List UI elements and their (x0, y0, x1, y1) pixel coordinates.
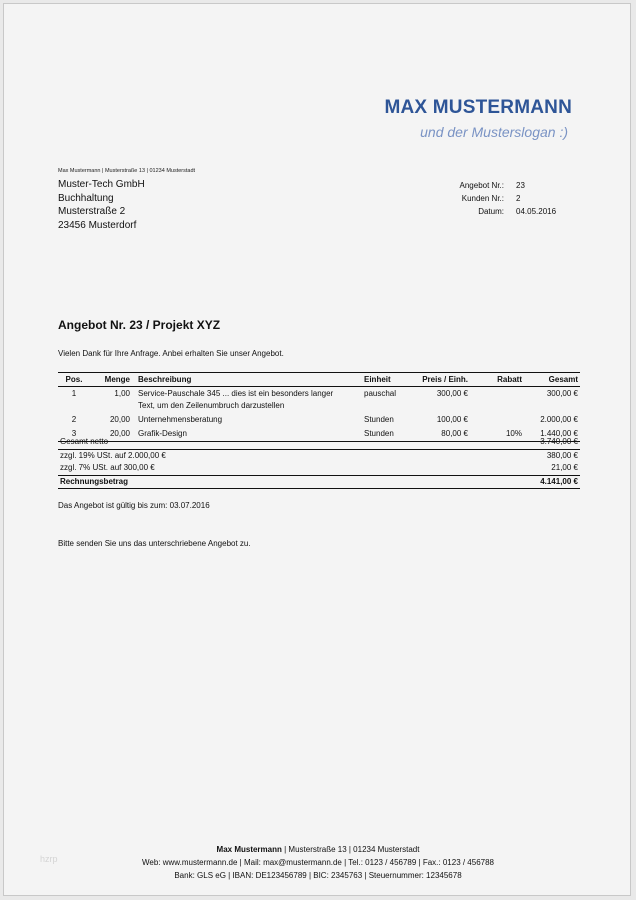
meta-value: 2 (516, 194, 521, 203)
cell-desc: Unternehmensberatung (138, 415, 223, 424)
meta-row-date (444, 205, 556, 218)
col-header-price: Preis / Einh. (414, 373, 470, 387)
cell-desc: Grafik-Design (132, 427, 362, 442)
cell-discount (470, 387, 524, 414)
cell-unit: Stunden (362, 427, 414, 442)
meta-label: Angebot Nr.: (459, 181, 504, 190)
col-header-desc: Beschreibung (132, 373, 362, 387)
intro-text: Vielen Dank für Ihre Anfrage. Anbei erhalten Sie unser Angebot. (58, 349, 284, 358)
recipient-address (58, 178, 145, 232)
footer-line-1 (4, 843, 632, 856)
footer-name: Max Mustermann (216, 845, 282, 854)
table-row (58, 387, 580, 414)
cell-price: 80,00 € (414, 427, 470, 442)
letterhead-name: MAX MUSTERMANN (384, 97, 572, 118)
recipient-line: Musterstraße 2 (58, 206, 126, 217)
vat19-row (58, 450, 580, 463)
cell-unit: Stunden (364, 415, 394, 424)
validity-text: Das Angebot ist gültig bis zum: 03.07.2016 (58, 501, 210, 510)
cell-desc (132, 387, 362, 414)
cell-price: 300,00 € (436, 389, 468, 398)
vat7-row (58, 462, 580, 476)
desc-line: Service-Pauschale 345 ... dies ist ein besonders langer (138, 389, 334, 398)
recipient-line: 23456 Musterdorf (58, 219, 137, 231)
cell-qty: 20,00 (109, 415, 130, 424)
vat19-value: 380,00 € (546, 450, 578, 460)
cell-total: 300,00 € (546, 389, 578, 398)
cell-discount (470, 413, 524, 427)
total-net-value: 3.740,00 € (540, 437, 578, 446)
recipient-line: Muster-Tech GmbH (58, 179, 145, 190)
invoice-total-row (58, 476, 580, 490)
meta-label: Datum: (478, 207, 504, 216)
cell-qty: 1,00 (114, 389, 130, 398)
vat19-label: zzgl. 19% USt. auf 2.000,00 € (60, 450, 166, 460)
meta-row-customer-number (444, 192, 556, 205)
meta-value: 23 (516, 181, 525, 190)
footer (4, 843, 632, 882)
footer-line-2: Web: www.mustermann.de | Mail: max@mustermann.de | Tel.: 0123 / 456789 | Fax.: 0123 / 456788 (141, 858, 495, 867)
invoice-total-label: Rechnungsbetrag (60, 476, 129, 486)
footer-address: | Musterstraße 13 | 01234 Musterstadt (281, 845, 420, 854)
document-page (3, 3, 631, 896)
vat7-label: zzgl. 7% USt. auf 300,00 € (60, 463, 155, 472)
table-row (58, 413, 580, 427)
cell-unit: pauschal (364, 389, 397, 398)
closing-text: Bitte senden Sie uns das unterschriebene Angebot zu. (58, 539, 251, 548)
col-header-unit: Einheit (362, 373, 414, 387)
footer-line-3: Bank: GLS eG | IBAN: DE123456789 | BIC: 2345763 | Steuernummer: 12345678 (174, 871, 462, 880)
cell-discount: 10% (470, 427, 524, 442)
col-header-pos: Pos. (58, 373, 90, 387)
col-header-total: Gesamt (524, 373, 580, 387)
meta-label: Kunden Nr.: (461, 194, 504, 203)
vat7-value: 21,00 € (551, 463, 578, 472)
cell-pos: 1 (71, 389, 77, 398)
offer-meta (444, 179, 556, 218)
total-net-row (58, 436, 580, 450)
offer-title: Angebot Nr. 23 / Projekt XYZ (58, 318, 221, 332)
table-header-row (58, 373, 580, 387)
cell-qty: 20,00 (90, 427, 132, 442)
watermark-text: hzrp (40, 854, 58, 864)
meta-value: 04.05.2016 (516, 207, 557, 216)
cell-total: 2.000,00 € (540, 415, 578, 424)
cell-pos: 3 (58, 427, 90, 442)
cell-price: 100,00 € (436, 415, 468, 424)
col-header-qty: Menge (90, 373, 132, 387)
letterhead-slogan: und der Musterslogan :) (420, 124, 568, 140)
cell-pos: 2 (71, 415, 77, 424)
desc-line: Text, um den Zeilenumbruch darzustellen (138, 401, 285, 410)
totals-block (58, 436, 580, 489)
invoice-total-value: 4.141,00 € (540, 476, 578, 486)
recipient-line: Buchhaltung (58, 192, 114, 204)
cell-total: 1.440,00 € (524, 427, 580, 442)
sender-address-line: Max Mustermann | Musterstraße 13 | 01234 Musterstadt (58, 168, 196, 174)
total-net-label: Gesamt netto (60, 437, 109, 446)
line-items-table (58, 372, 580, 442)
col-header-discount: Rabatt (470, 373, 524, 387)
meta-row-offer-number (444, 179, 556, 192)
